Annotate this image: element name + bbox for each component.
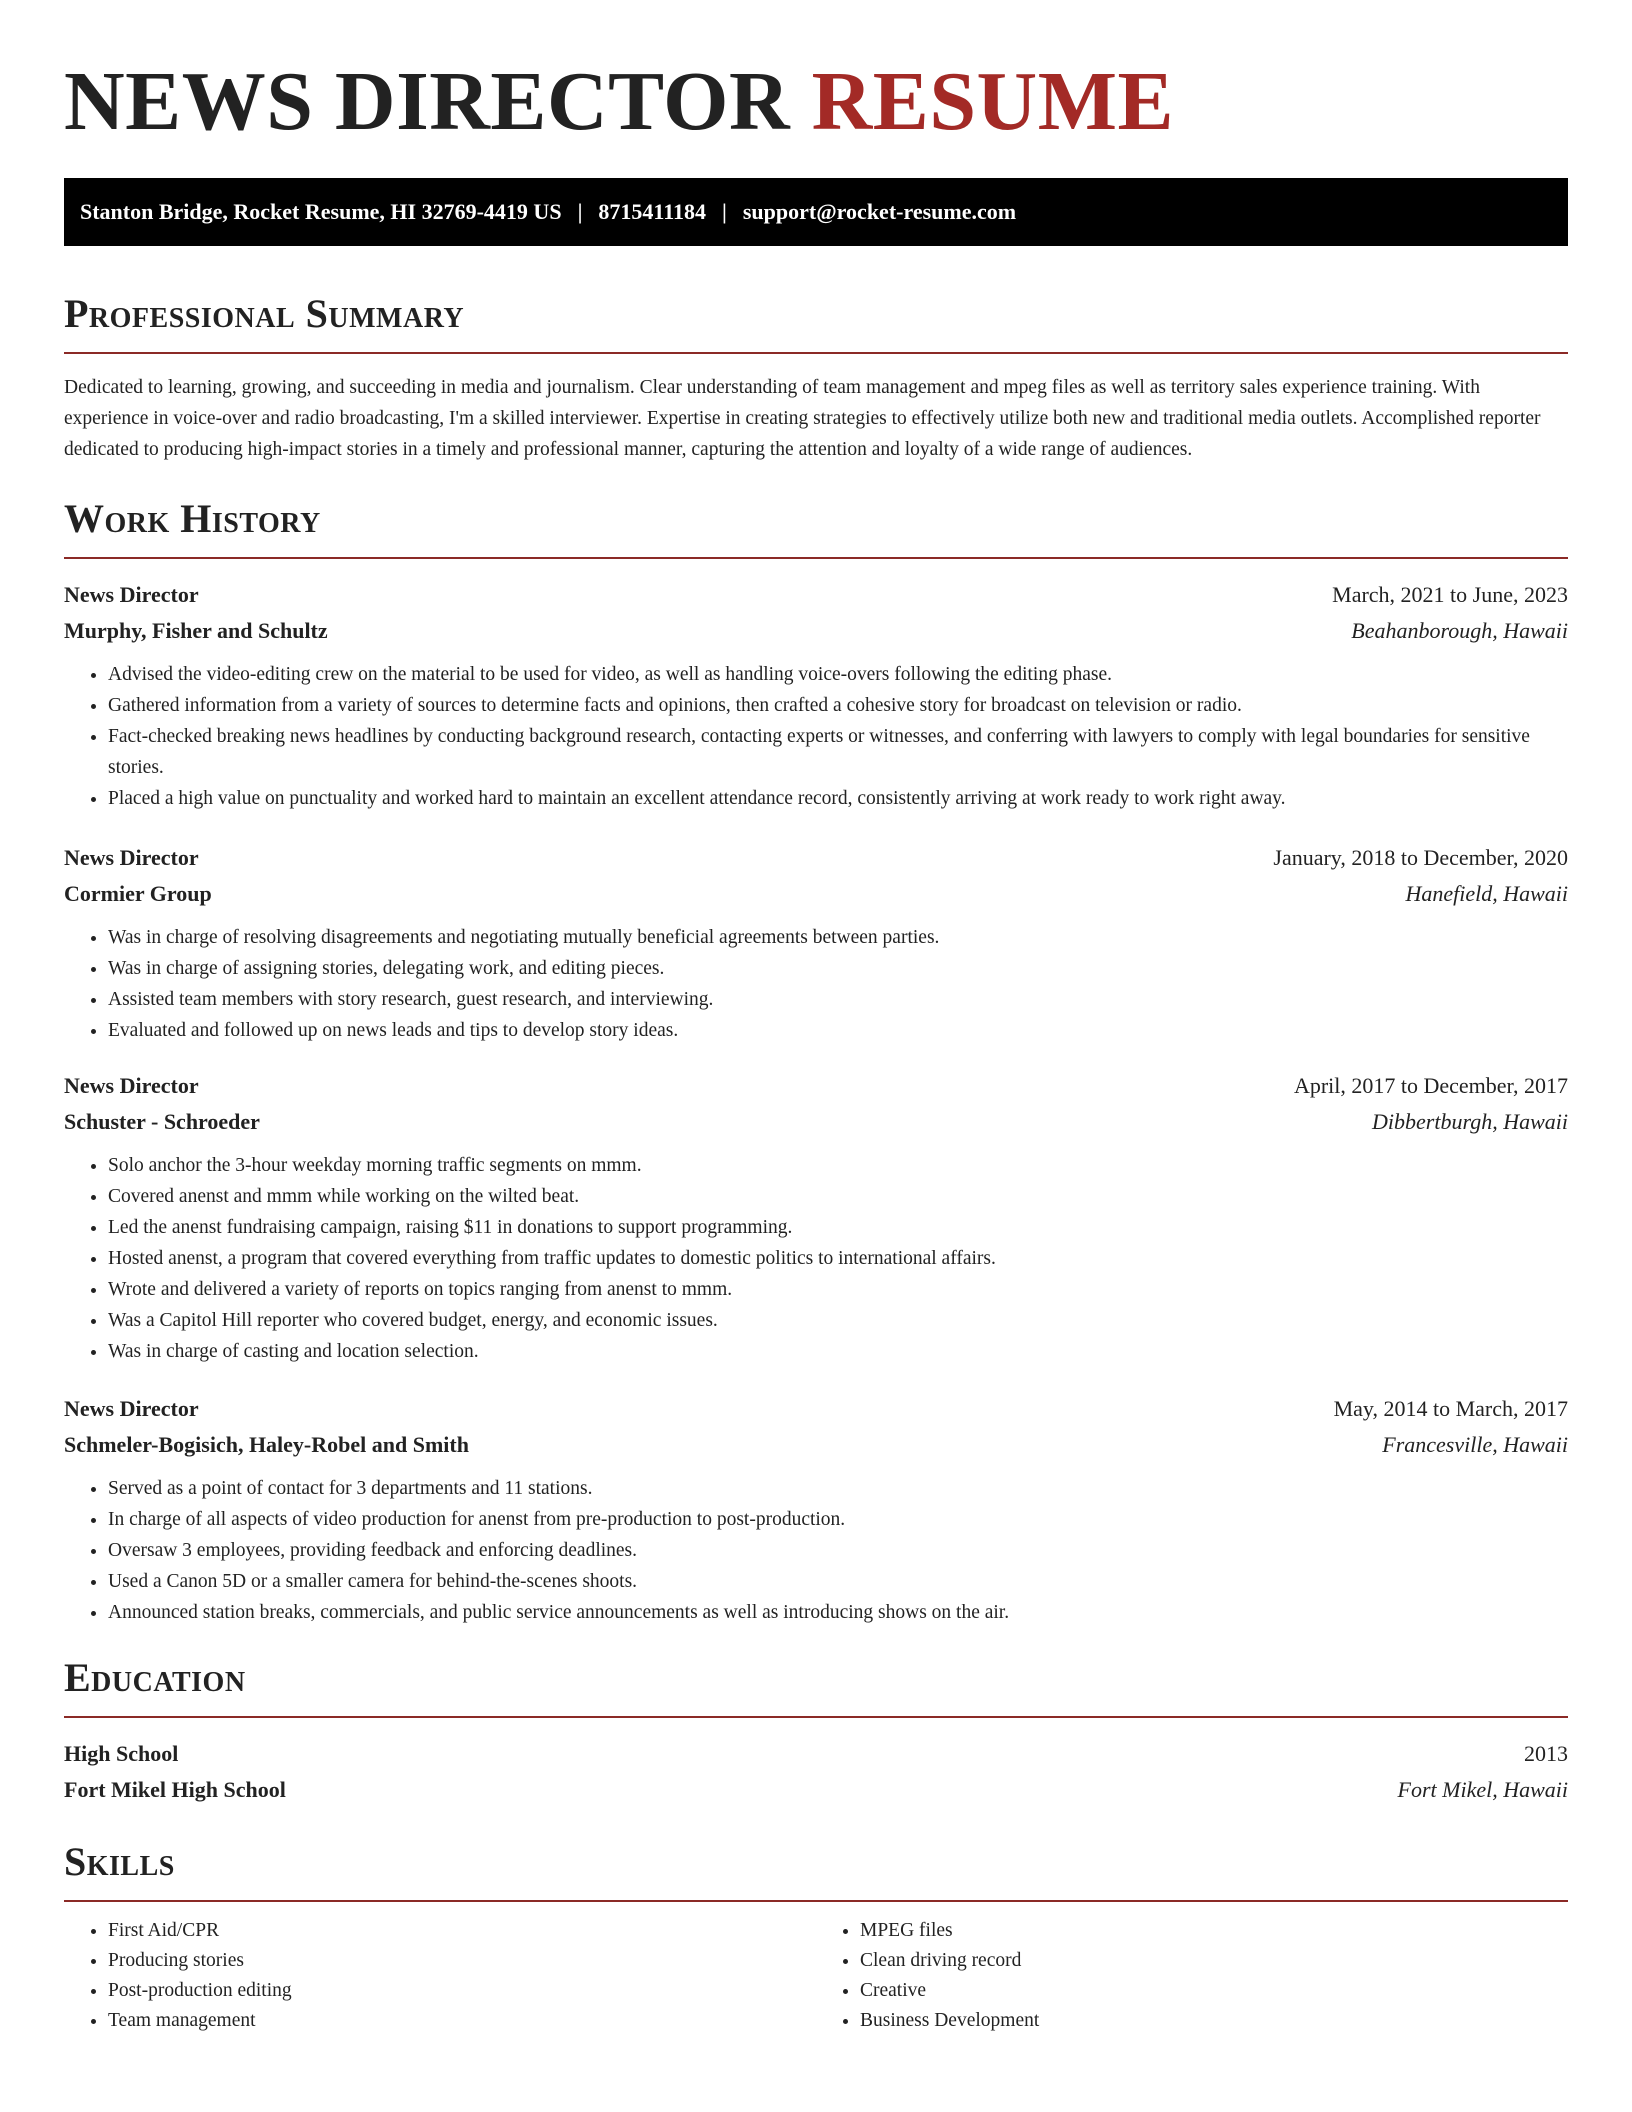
job-bullet: • Covered anenst and mmm while working on the wilted beat. (108, 1181, 1568, 1212)
job-bullets (64, 922, 1568, 1046)
job-company: Schuster - Schroeder (64, 1109, 260, 1134)
job-location: Beahanborough, Hawaii (1351, 618, 1568, 643)
resume-title (64, 56, 1568, 148)
job-company-row (64, 1427, 1568, 1463)
job-dates: April, 2017 to December, 2017 (1293, 1073, 1568, 1098)
job-bullet: • Was in charge of assigning stories, delegating work, and editing pieces. (108, 953, 1568, 984)
skills-section (64, 1838, 1568, 2036)
job-bullet: • Assisted team members with story research, guest research, and interviewing. (108, 984, 1568, 1015)
job-entry (64, 840, 1568, 1046)
section-divider (64, 1900, 1568, 1902)
skills-list-right (816, 1916, 1568, 2036)
education-location: Fort Mikel, Hawaii (1397, 1777, 1568, 1802)
job-company: Murphy, Fisher and Schultz (64, 618, 328, 643)
section-heading: Education (64, 1655, 246, 1700)
contact-email: support@rocket-resume.com (742, 199, 1017, 224)
education-year: 2013 (1524, 1741, 1568, 1766)
job-header-row (64, 840, 1568, 876)
work-history-section (64, 495, 1568, 1628)
job-title: News Director (64, 845, 199, 870)
education-section (64, 1654, 1568, 1808)
contact-bar (64, 178, 1568, 246)
job-bullet: • Fact-checked breaking news headlines by conducting background research, contacting experts or witnesses, and conferring with lawyers to comply with legal boundaries for sensitive stories. (108, 721, 1568, 783)
job-company-row (64, 613, 1568, 649)
job-dates: March, 2021 to June, 2023 (1332, 582, 1568, 607)
job-bullet: • Used a Canon 5D or a smaller camera for behind-the-scenes shoots. (108, 1566, 1568, 1597)
skill-item: • Post-production editing (108, 1976, 816, 2006)
job-bullet: • Gathered information from a variety of sources to determine facts and opinions, then crafted a cohesive story for broadcast on television or radio. (108, 690, 1568, 721)
title-main: NEWS DIRECTOR (64, 55, 791, 148)
section-divider (64, 352, 1568, 354)
skill-item: • Business Development (860, 2006, 1568, 2036)
section-heading: Work History (64, 496, 321, 541)
skill-item: • Producing stories (108, 1946, 816, 1976)
job-bullets (64, 659, 1568, 814)
job-bullets (64, 1473, 1568, 1628)
education-school-row (64, 1772, 1568, 1808)
job-bullet: • Was a Capitol Hill reporter who covered budget, energy, and economic issues. (108, 1305, 1568, 1336)
job-title: News Director (64, 1073, 199, 1098)
contact-separator: | (722, 199, 727, 224)
contact-address: Stanton Bridge, Rocket Resume, HI 32769-4419 US (80, 199, 562, 224)
job-bullet: • Evaluated and followed up on news leads and tips to develop story ideas. (108, 1015, 1568, 1046)
job-company-row (64, 1104, 1568, 1140)
skill-item: • Clean driving record (860, 1946, 1568, 1976)
job-bullet: • Advised the video-editing crew on the material to be used for video, as well as handling voice-overs following the editing phase. (108, 659, 1568, 690)
summary-section (64, 290, 1568, 465)
job-company: Cormier Group (64, 881, 212, 906)
skill-item: • Creative (860, 1976, 1568, 2006)
job-header-row (64, 1391, 1568, 1427)
job-location: Hanefield, Hawaii (1405, 881, 1568, 906)
job-bullets (64, 1150, 1568, 1367)
skill-item: • Team management (108, 2006, 816, 2036)
section-divider (64, 1716, 1568, 1718)
job-header-row (64, 1068, 1568, 1104)
job-company-row (64, 876, 1568, 912)
job-title: News Director (64, 582, 199, 607)
job-bullet: • In charge of all aspects of video production for anenst from pre-production to post-production. (108, 1504, 1568, 1535)
job-bullet: • Was in charge of resolving disagreements and negotiating mutually beneficial agreements between parties. (108, 922, 1568, 953)
job-header-row (64, 577, 1568, 613)
job-entry (64, 577, 1568, 814)
job-dates: January, 2018 to December, 2020 (1273, 845, 1568, 870)
skill-item: • First Aid/CPR (108, 1916, 816, 1946)
job-title: News Director (64, 1396, 199, 1421)
job-bullet: • Oversaw 3 employees, providing feedback and enforcing deadlines. (108, 1535, 1568, 1566)
job-bullet: • Was in charge of casting and location selection. (108, 1336, 1568, 1367)
education-school: Fort Mikel High School (64, 1777, 286, 1802)
title-accent: RESUME (811, 55, 1175, 148)
summary-text: Dedicated to learning, growing, and succeeding in media and journalism. Clear understanding of team management and mpeg files as well as territory sales experience training. With experience in voice-over and radio broadcasting, I'm a skilled interviewer. Expertise in creating strategies to effectively utilize both new and traditional media outlets. Accomplished reporter dedicated to producing high-impact stories in a timely and professional manner, capturing the attention and loyalty of a wide range of audiences. (64, 377, 1541, 460)
contact-phone: 8715411184 (598, 199, 706, 224)
education-entry (64, 1736, 1568, 1808)
section-heading: Professional Summary (64, 291, 465, 336)
contact-separator: | (577, 199, 583, 224)
job-bullet: • Led the anenst fundraising campaign, raising $11 in donations to support programming. (108, 1212, 1568, 1243)
job-bullet: • Hosted anenst, a program that covered everything from traffic updates to domestic politics to international affairs. (108, 1243, 1568, 1274)
job-bullet: • Solo anchor the 3-hour weekday morning traffic segments on mmm. (108, 1150, 1568, 1181)
education-degree-row (64, 1736, 1568, 1772)
job-bullet: • Wrote and delivered a variety of reports on topics ranging from anenst to mmm. (108, 1274, 1568, 1305)
job-dates: May, 2014 to March, 2017 (1333, 1396, 1568, 1421)
skills-grid (64, 1916, 1568, 2036)
job-company: Schmeler-Bogisich, Haley-Robel and Smith (64, 1432, 469, 1457)
section-divider (64, 557, 1568, 559)
job-location: Dibbertburgh, Hawaii (1372, 1109, 1568, 1134)
skill-item: • MPEG files (860, 1916, 1568, 1946)
skills-list-left (64, 1916, 816, 2036)
job-bullet: • Placed a high value on punctuality and worked hard to maintain an excellent attendance record, consistently arriving at work ready to work right away. (108, 783, 1568, 814)
education-degree: High School (64, 1741, 179, 1766)
job-bullet: • Announced station breaks, commercials, and public service announcements as well as introducing shows on the air. (108, 1597, 1568, 1628)
job-bullet: • Served as a point of contact for 3 departments and 11 stations. (108, 1473, 1568, 1504)
job-location: Francesville, Hawaii (1382, 1432, 1568, 1457)
section-heading: Skills (64, 1839, 175, 1884)
job-entry (64, 1068, 1568, 1367)
job-entry (64, 1391, 1568, 1628)
